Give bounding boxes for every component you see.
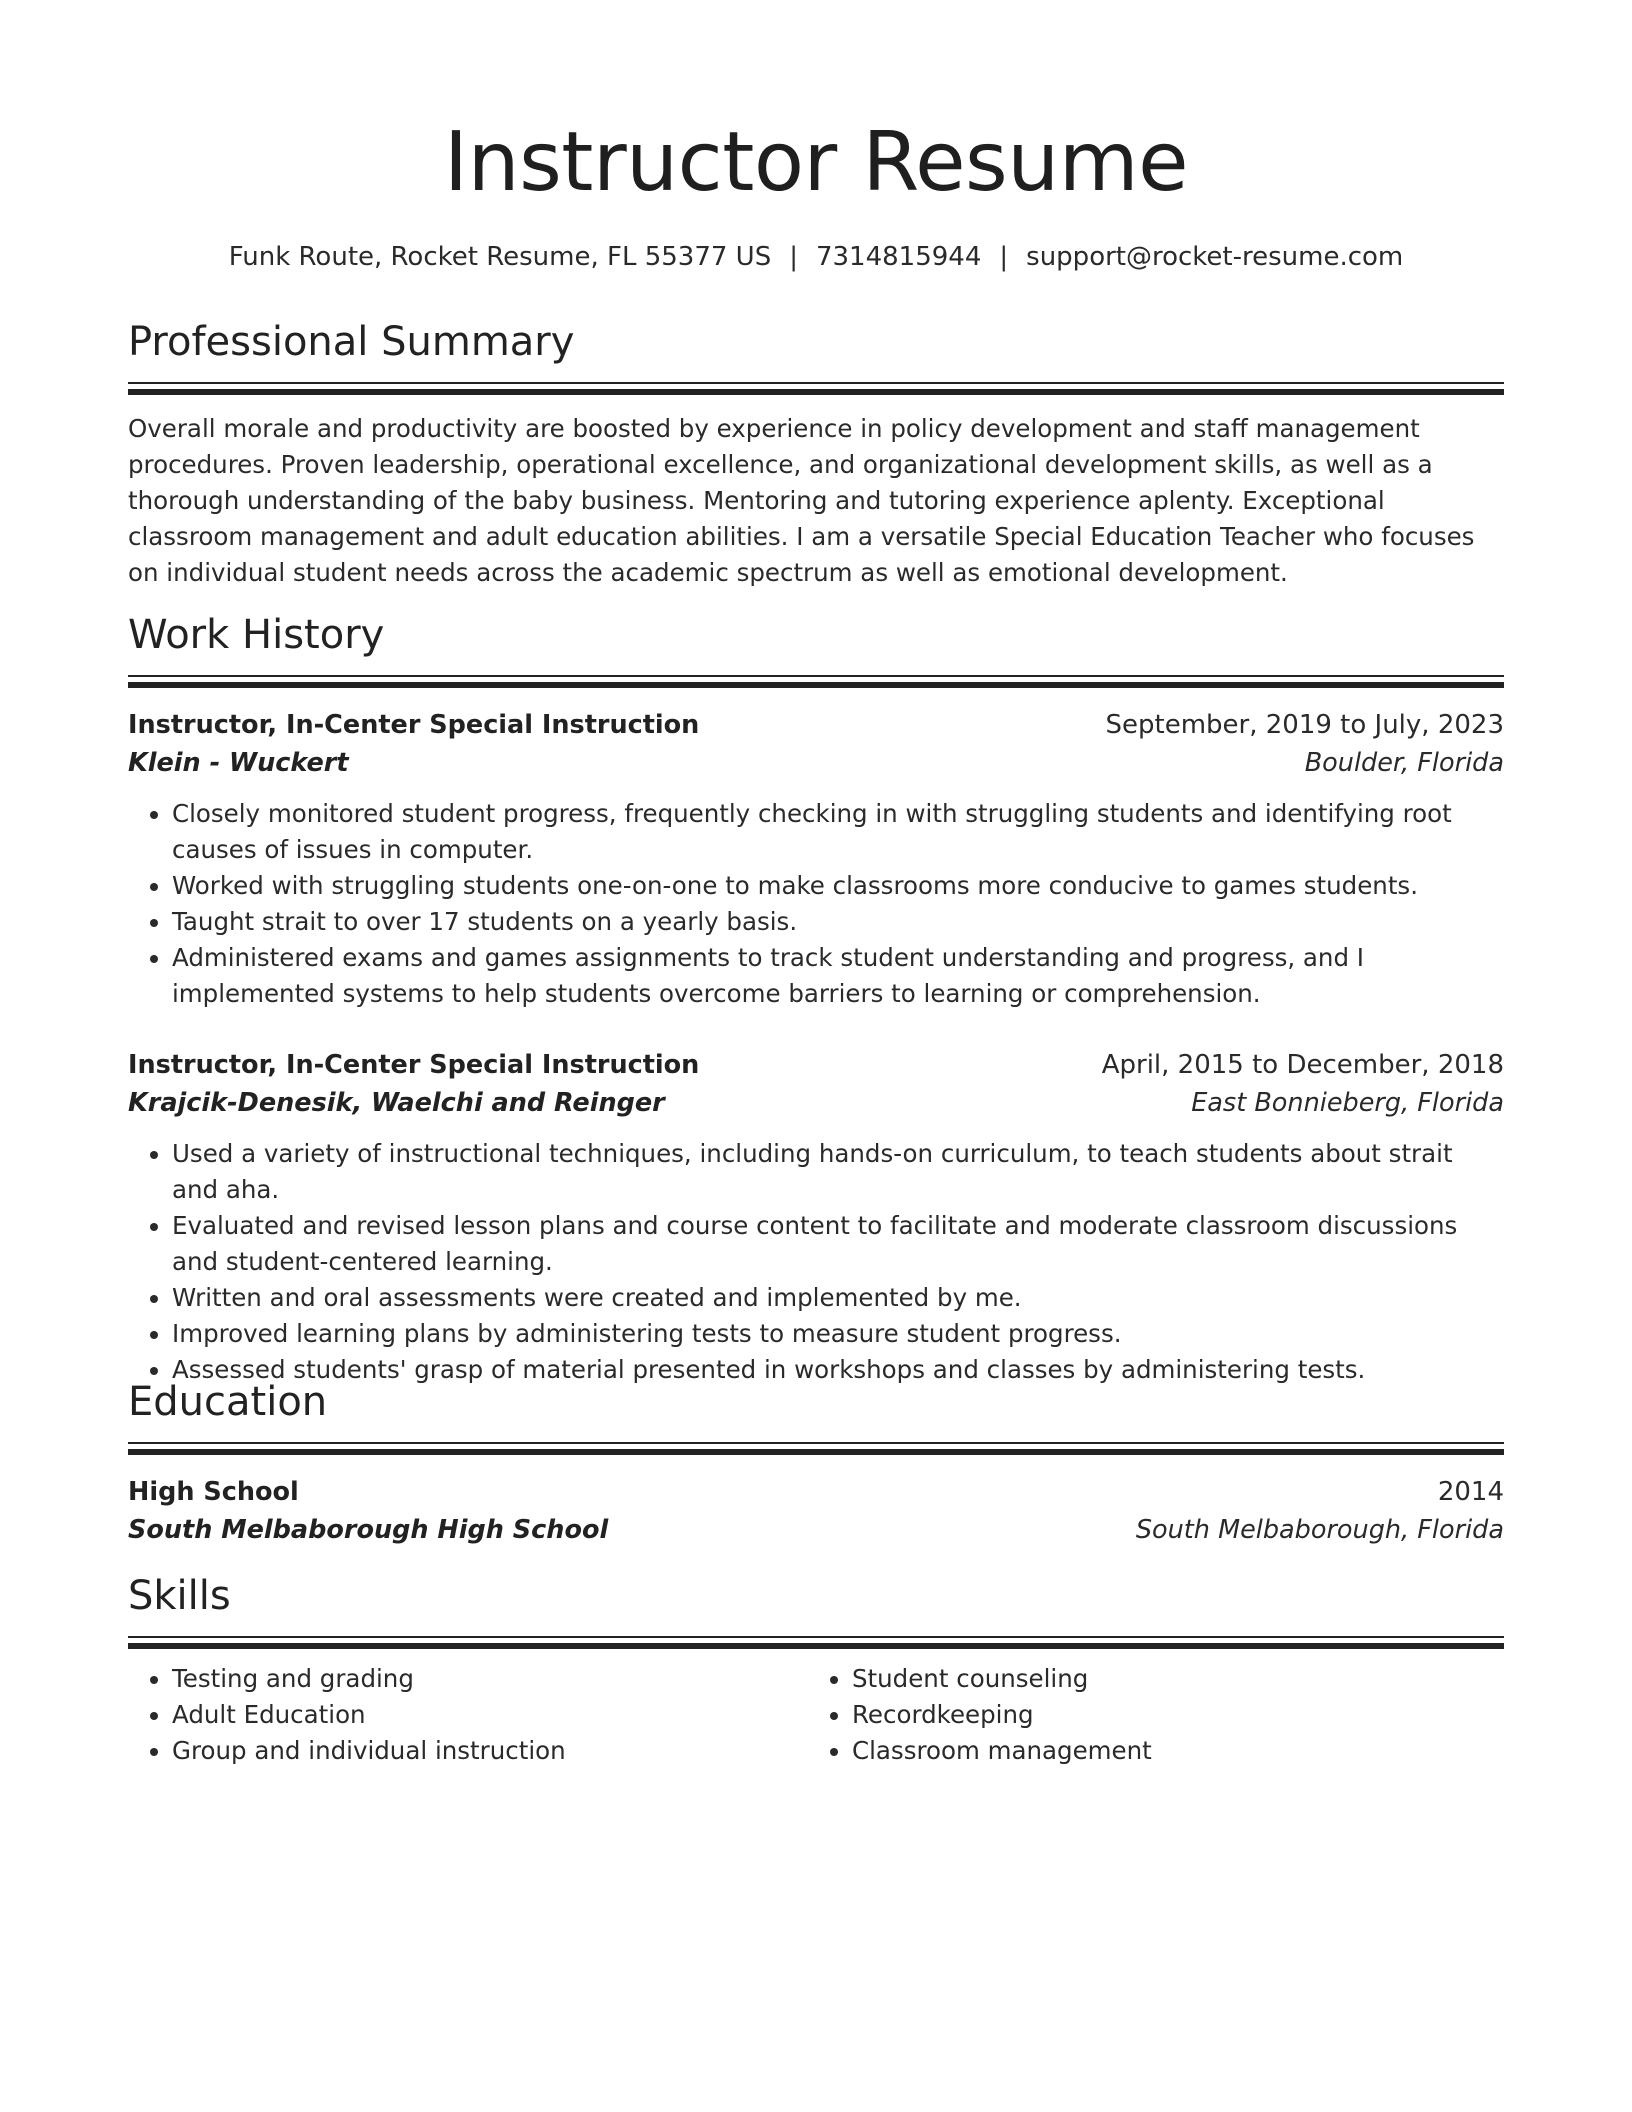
list-item: • Improved learning plans by administering tests to measure student progress. — [172, 1316, 1504, 1352]
contact-address: Funk Route, Rocket Resume, FL 55377 US — [228, 242, 772, 272]
job-header — [128, 1046, 1504, 1084]
list-item: • Used a variety of instructional techniques, including hands-on curriculum, to teach students about strait and aha. — [172, 1136, 1504, 1208]
contact-email: support@rocket-resume.com — [1026, 242, 1404, 272]
section-divider — [128, 382, 1504, 384]
job-entry — [128, 1046, 1504, 1388]
job-subheader — [128, 744, 1504, 782]
education-degree: High School — [128, 1477, 299, 1507]
section-title-skills: Skills — [128, 1573, 231, 1619]
job-location: East Bonnieberg, Florida — [1191, 1088, 1504, 1118]
list-item: • Taught strait to over 17 students on a yearly basis. — [172, 904, 1504, 940]
skill-item: • Recordkeeping — [852, 1697, 1488, 1733]
page-title: Instructor Resume — [443, 115, 1189, 210]
job-subheader — [128, 1084, 1504, 1122]
section-title-work: Work History — [128, 612, 385, 658]
contact-phone: 7314815944 — [815, 242, 982, 272]
work-history-section — [128, 609, 1504, 1388]
section-divider — [128, 682, 1504, 688]
education-subheader — [128, 1511, 1504, 1549]
section-divider — [128, 1643, 1504, 1649]
education-school: South Melbaborough High School — [128, 1515, 609, 1545]
summary-text: Overall morale and productivity are boosted by experience in policy development and staff management procedures. Proven leadership, operational excellence, and organizational development skills, as well as a thorough understanding of the baby business. Mentoring and tutoring experience aplenty. Exceptional classroom management and adult education abilities. I am a versatile Special Education Teacher who focuses on individual student needs across the academic spectrum as well as emotional development. — [128, 414, 1475, 587]
education-year: 2014 — [1437, 1477, 1504, 1507]
job-location: Boulder, Florida — [1304, 748, 1504, 778]
contact-separator: | — [999, 242, 1009, 272]
section-divider — [128, 675, 1504, 677]
job-role: Instructor, In-Center Special Instruction — [128, 710, 700, 740]
education-location: South Melbaborough, Florida — [1135, 1515, 1504, 1545]
education-section — [128, 1376, 1504, 1549]
education-header — [128, 1473, 1504, 1511]
section-divider — [128, 1442, 1504, 1444]
skills-column-left — [128, 1661, 808, 1769]
job-company: Krajcik-Denesik, Waelchi and Reinger — [128, 1088, 665, 1118]
job-company: Klein - Wuckert — [128, 748, 349, 778]
list-item: • Closely monitored student progress, frequently checking in with struggling students and identifying root causes of issues in computer. — [172, 796, 1504, 868]
skills-column-right — [808, 1661, 1488, 1769]
contact-line — [0, 240, 1632, 274]
job-bullets — [128, 1136, 1504, 1388]
skills-section — [128, 1570, 1504, 1769]
section-divider — [128, 1449, 1504, 1455]
skill-item: • Classroom management — [852, 1733, 1488, 1769]
skill-item: • Testing and grading — [172, 1661, 808, 1697]
list-item: • Worked with struggling students one-on-one to make classrooms more conducive to games students. — [172, 868, 1504, 904]
job-dates: September, 2019 to July, 2023 — [1105, 710, 1504, 740]
job-role: Instructor, In-Center Special Instruction — [128, 1050, 700, 1080]
skill-item: • Student counseling — [852, 1661, 1488, 1697]
summary-section — [128, 316, 1504, 591]
list-item: • Assessed students' grasp of material presented in workshops and classes by administering tests. — [172, 1352, 1504, 1388]
list-item: • Administered exams and games assignments to track student understanding and progress, and I implemented systems to help students overcome barriers to learning or comprehension. — [172, 940, 1504, 1012]
skill-item: • Adult Education — [172, 1697, 808, 1733]
section-divider — [128, 389, 1504, 395]
job-header — [128, 706, 1504, 744]
section-title-summary: Professional Summary — [128, 319, 575, 365]
job-entry — [128, 706, 1504, 1012]
contact-separator: | — [789, 242, 798, 272]
skills-list — [128, 1661, 1504, 1769]
job-dates: April, 2015 to December, 2018 — [1101, 1050, 1504, 1080]
section-divider — [128, 1636, 1504, 1638]
list-item: • Evaluated and revised lesson plans and course content to facilitate and moderate classroom discussions and student-centered learning. — [172, 1208, 1504, 1280]
job-bullets — [128, 796, 1504, 1012]
section-title-education: Education — [128, 1379, 328, 1425]
skill-item: • Group and individual instruction — [172, 1733, 808, 1769]
list-item: • Written and oral assessments were created and implemented by me. — [172, 1280, 1504, 1316]
education-entry — [128, 1473, 1504, 1549]
